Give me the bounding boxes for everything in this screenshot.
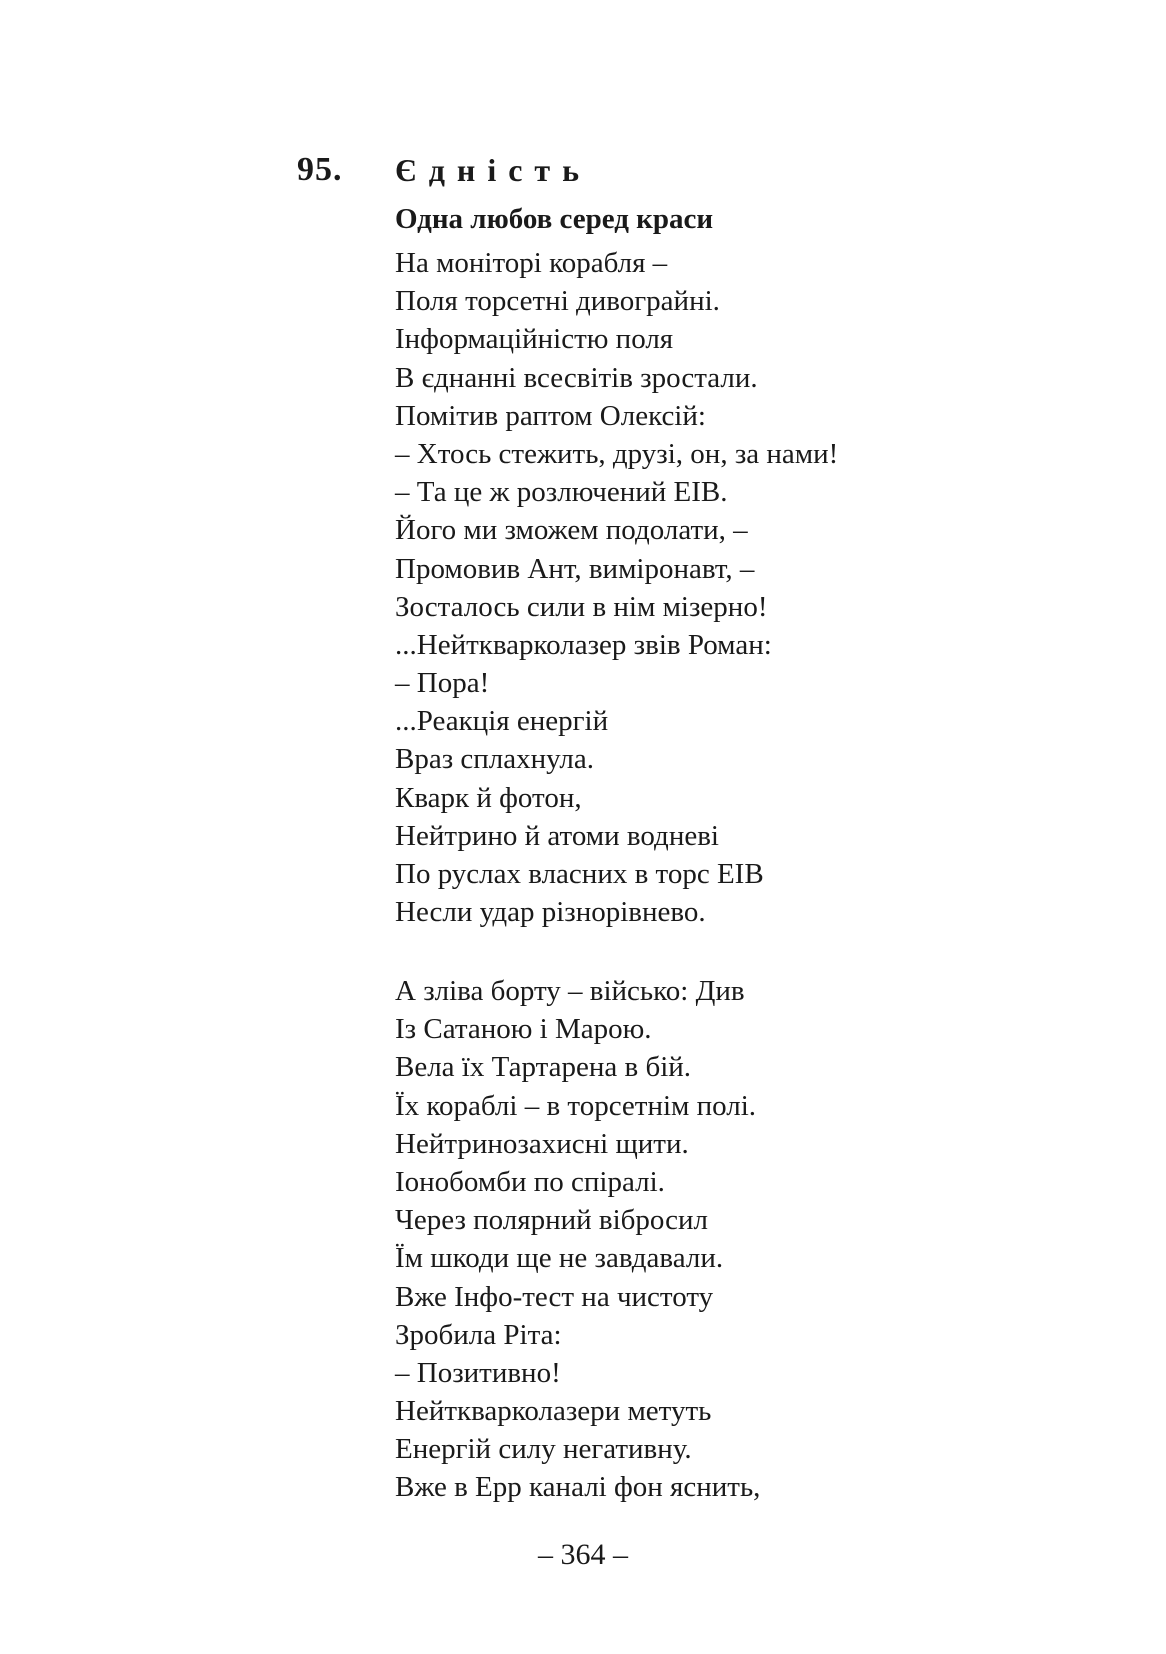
- poem-line: ...Реакція енергій: [395, 705, 609, 738]
- poem-line: Поля торсетні дивограйні.: [395, 285, 720, 318]
- poem-line: – Хтось стежить, друзі, он, за нами!: [395, 437, 839, 470]
- poem-line: По руслах власних в торс ЕІВ: [395, 858, 764, 890]
- poem-line: А зліва борту – військо: Див: [395, 975, 745, 1007]
- poem-line: Інформаційністю поля: [395, 323, 674, 356]
- poem-line: Нейткварколазери метуть: [395, 1395, 712, 1428]
- poem-line: Помітив раптом Олексій:: [395, 399, 706, 432]
- poem-line: Із Сатаною і Марою.: [395, 1013, 652, 1046]
- poem-line: Вже Інфо-тест на чистоту: [395, 1280, 714, 1313]
- poem-line: Промовив Ант, виміронавт, –: [395, 552, 755, 585]
- chapter-subtitle: Одна любов серед краси: [395, 203, 714, 235]
- poem-line: Несли удар різнорівнево.: [395, 896, 706, 929]
- poem-line: Нейтрино й атоми водневі: [395, 819, 719, 852]
- chapter-number: 95.: [297, 151, 343, 188]
- poem-line: Їх кораблі – в торсетнім полі.: [395, 1089, 757, 1122]
- poem-line: Враз сплахнула.: [395, 743, 594, 776]
- poem-line: Зосталось сили в нім мізерно!: [395, 590, 768, 623]
- poem-line: На моніторі корабля –: [395, 247, 668, 279]
- chapter-title: Єдність: [395, 152, 592, 188]
- poem-line: В єднанні всесвітів зростали.: [395, 361, 758, 394]
- poem-line: Його ми зможем подолати, –: [395, 514, 748, 547]
- poem-line: Енергій силу негативну.: [395, 1433, 692, 1466]
- poem-line: – Та це ж розлючений ЕІВ.: [395, 476, 728, 509]
- poem-line: Вже в Ерр каналі фон яснить,: [395, 1471, 761, 1504]
- poem-line: Їм шкоди ще не завдавали.: [395, 1242, 724, 1275]
- poem-line: ...Нейткварколазер звів Роман:: [395, 628, 772, 661]
- page-number: – 364 –: [538, 1538, 628, 1571]
- poem-line: Зробила Ріта:: [395, 1318, 562, 1351]
- poem-line: – Пора!: [395, 667, 490, 700]
- poem-line: Кварк й фотон,: [395, 781, 582, 814]
- poem-line: – Позитивно!: [395, 1356, 561, 1389]
- poem-line: Іонобомби по спіралі.: [395, 1165, 665, 1198]
- poem-line: Нейтринозахисні щити.: [395, 1127, 689, 1160]
- stanza-1: [395, 244, 838, 931]
- poem-line: Вела їх Тартарена в бій.: [395, 1051, 692, 1084]
- stanza-2: [395, 972, 760, 1507]
- poem-line: Через полярний вібросил: [395, 1204, 708, 1237]
